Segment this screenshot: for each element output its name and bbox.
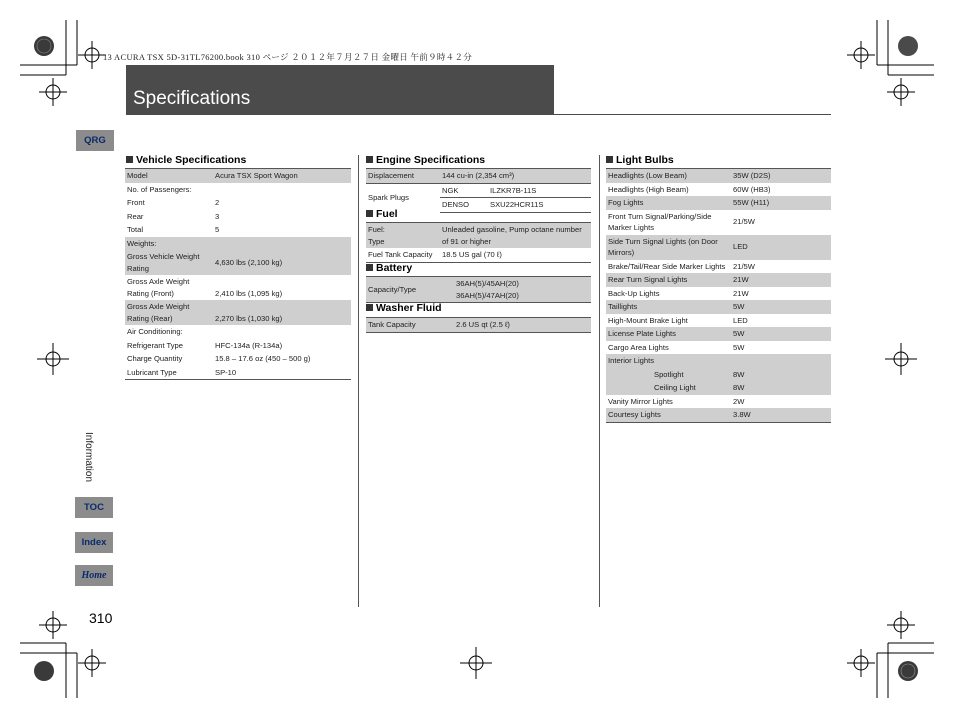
qrg-button[interactable]: QRG bbox=[76, 130, 114, 151]
table-row: Gross Axle Weight Rating (Front) 2,410 lbs (1,095 kg) bbox=[127, 277, 283, 298]
table-row: License Plate Lights 5W bbox=[606, 327, 831, 341]
battery-table bbox=[366, 276, 591, 303]
washer-fluid-heading: Washer Fluid bbox=[366, 302, 442, 314]
table-row: Weights: bbox=[125, 237, 351, 251]
table-row: Rear 3 bbox=[127, 211, 220, 221]
engine-specs-table bbox=[366, 168, 591, 213]
fuel-heading: Fuel bbox=[366, 208, 398, 220]
light-bulbs-heading: Light Bulbs bbox=[606, 154, 674, 166]
table-row: Headlights (Low Beam) 35W (D2S) bbox=[606, 169, 831, 183]
book-info-line: 13 ACURA TSX 5D-31TL76200.book 310 ページ ２０１２年７月２７日 金曜日 午前９時４２分 bbox=[103, 52, 473, 62]
page-number: 310 bbox=[89, 610, 113, 626]
table-row: Front Turn Signal/Parking/Side Marker Lights 21/5W bbox=[608, 211, 755, 232]
table-row: Courtesy Lights 3.8W bbox=[606, 408, 831, 422]
light-bulbs-table bbox=[606, 168, 831, 423]
table-row: Refrigerant Type HFC-134a (R-134a) bbox=[127, 340, 283, 350]
vehicle-specs-heading: Vehicle Specifications bbox=[126, 154, 246, 166]
table-row: Cargo Area Lights 5W bbox=[608, 342, 745, 352]
table-row: Model Acura TSX Sport Wagon bbox=[125, 169, 351, 183]
toc-button[interactable]: TOC bbox=[75, 497, 113, 518]
table-row: Fog Lights 55W (H11) bbox=[606, 196, 831, 210]
table-row: Total 5 bbox=[127, 225, 220, 234]
table-row: High-Mount Brake Light LED bbox=[608, 315, 748, 325]
table-row: Gross Axle Weight Rating (Rear) 2,270 lbs (1,030 kg) bbox=[125, 300, 351, 325]
column-divider bbox=[358, 155, 359, 607]
home-button[interactable]: Home bbox=[75, 565, 113, 586]
table-row: Side Turn Signal Lights (on Door Mirrors) LED bbox=[606, 235, 831, 260]
table-row: Back-Up Lights 21W bbox=[608, 288, 749, 298]
engine-specs-heading: Engine Specifications bbox=[366, 154, 485, 166]
title-rule bbox=[126, 114, 831, 115]
table-row: Fuel Tank Capacity 18.5 US gal (70 ℓ) bbox=[366, 248, 591, 262]
vehicle-specs-table bbox=[125, 168, 351, 380]
table-row: Vanity Mirror Lights 2W bbox=[608, 396, 745, 406]
table-row: DENSO SXU22HCR11S bbox=[366, 198, 591, 213]
table-row: Capacity/Type 36AH(5)/45AH(20) 36AH(5)/47AH(20) bbox=[366, 277, 591, 303]
table-row: Interior Lights bbox=[606, 354, 831, 368]
table-row: Taillights 5W bbox=[606, 300, 831, 314]
table-row: Gross Vehicle Weight Rating 4,630 lbs (2,100 kg) bbox=[125, 250, 351, 275]
battery-heading: Battery bbox=[366, 262, 412, 274]
table-row: No. of Passengers: bbox=[127, 184, 192, 194]
table-row: Headlights (High Beam) 60W (HB3) bbox=[608, 184, 771, 194]
table-row: Rear Turn Signal Lights 21W bbox=[606, 273, 831, 287]
page-title: Specifications bbox=[133, 88, 251, 109]
index-button[interactable]: Index bbox=[75, 532, 113, 553]
table-row: Tank Capacity 2.6 US qt (2.5 ℓ) bbox=[366, 318, 591, 333]
table-row: Lubricant Type SP-10 bbox=[125, 366, 351, 380]
table-row: Ceiling Light 8W bbox=[606, 381, 831, 395]
table-row: Spotlight 8W bbox=[606, 368, 831, 382]
table-row: Air Conditioning: bbox=[127, 327, 183, 336]
washer-fluid-table bbox=[366, 317, 591, 333]
section-label: Information bbox=[83, 432, 94, 483]
table-row: Brake/Tail/Rear Side Marker Lights 21/5W bbox=[608, 261, 755, 271]
table-row: Fuel: Type Unleaded gasoline, Pump octane number of 91 or higher bbox=[366, 223, 591, 249]
table-row: Displacement 144 cu-in (2,354 cm³) bbox=[366, 169, 591, 184]
table-row: Front 2 bbox=[127, 198, 220, 207]
table-row: Spark Plugs NGK ILZKR7B-11S bbox=[366, 183, 591, 198]
fuel-table bbox=[366, 222, 591, 263]
column-divider bbox=[599, 155, 600, 607]
table-row: Charge Quantity 15.8 – 17.6 oz (450 – 500 g) bbox=[127, 354, 311, 363]
